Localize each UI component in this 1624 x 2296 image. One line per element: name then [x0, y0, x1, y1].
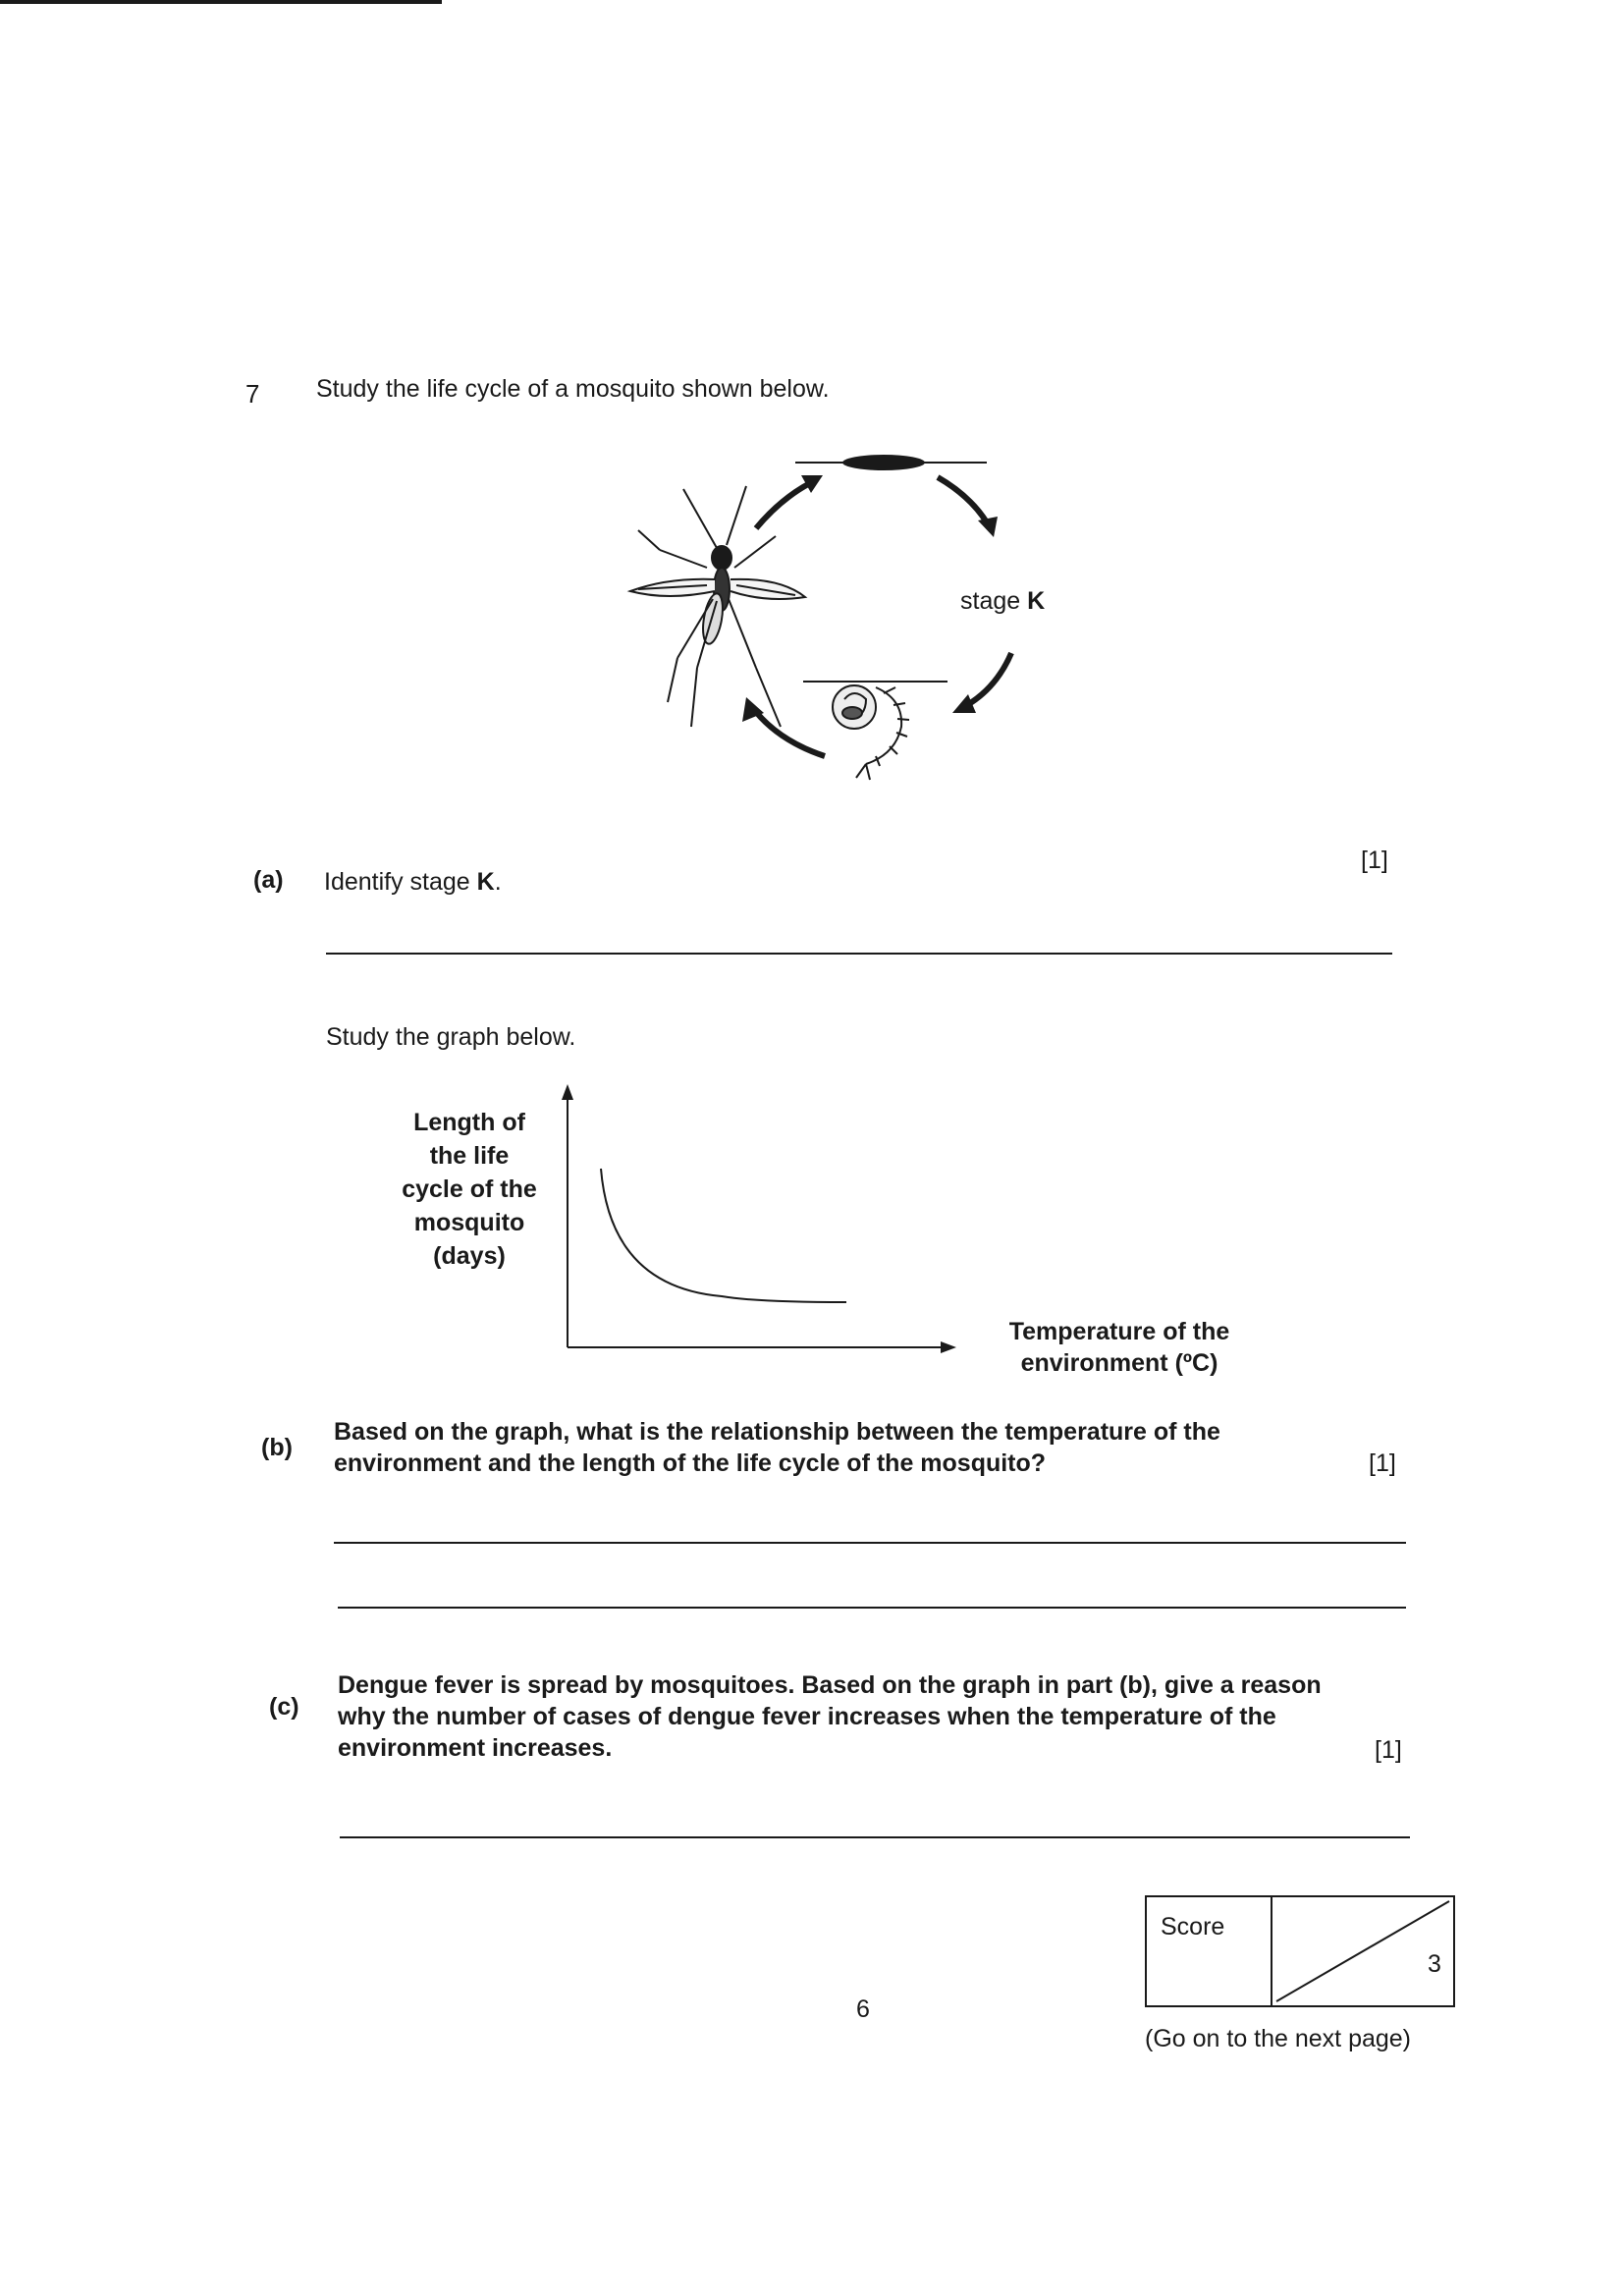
stage-word: stage — [960, 587, 1021, 615]
score-total: 3 — [1428, 1950, 1441, 1978]
arrow-larva-to-pupa — [967, 653, 1011, 705]
part-c-line-1-prefix: Dengue fever is spread by mosquitoes. Based on the graph in part — [338, 1671, 1120, 1699]
egg-raft — [842, 455, 925, 470]
part-b-answer-line-1[interactable] — [334, 1542, 1406, 1544]
score-diagonal — [1272, 1897, 1453, 2005]
question-number: 7 — [245, 379, 260, 409]
y-label-line-2: the life — [429, 1142, 510, 1170]
arrow-pupa-to-adult — [756, 712, 825, 756]
pupa — [833, 685, 876, 729]
adult-mosquito — [630, 486, 805, 727]
y-label-line-5: (days) — [433, 1242, 506, 1270]
part-c-line-1-bold: (b) — [1119, 1671, 1151, 1699]
part-b-label: (b) — [261, 1434, 293, 1461]
mosquito-life-cycle-diagram — [609, 442, 1100, 795]
arrow-egg-to-larva — [938, 477, 987, 522]
question-intro: Study the life cycle of a mosquito shown below. — [316, 375, 830, 403]
part-a-text-suffix: . — [494, 868, 502, 896]
graph-intro: Study the graph below. — [326, 1023, 576, 1051]
part-c-marks: [1] — [1375, 1736, 1402, 1764]
part-c-line-1 — [338, 1669, 1322, 1701]
part-c-question — [338, 1669, 1322, 1764]
graph-y-axis-label — [371, 1106, 568, 1273]
part-c-label: (c) — [269, 1693, 299, 1721]
arrow-adult-to-egg — [756, 483, 810, 528]
part-c-line-2: why the number of cases of dengue fever increases when the temperature of the — [338, 1703, 1276, 1730]
part-a-answer-line[interactable] — [326, 953, 1392, 955]
part-b-marks: [1] — [1369, 1449, 1396, 1477]
part-a-text-prefix: Identify stage — [324, 868, 477, 896]
y-label-line-3: cycle of the — [402, 1175, 537, 1203]
part-a-question — [324, 866, 502, 898]
stage-k-label — [960, 587, 1045, 615]
y-axis-arrowhead — [562, 1084, 573, 1100]
y-label-line-1: Length of — [413, 1109, 525, 1136]
part-a-label: (a) — [253, 866, 284, 894]
part-b-answer-line-2[interactable] — [338, 1607, 1406, 1609]
x-label-line-2: environment (ºC) — [1020, 1349, 1218, 1377]
score-label: Score — [1161, 1913, 1225, 1941]
go-on-note: (Go on to the next page) — [1145, 2025, 1412, 2052]
part-c-answer-line[interactable] — [340, 1836, 1410, 1838]
part-b-line-2: environment and the length of the life cycle of the mosquito? — [334, 1449, 1047, 1477]
x-label-line-1: Temperature of the — [1008, 1318, 1230, 1345]
scan-edge-bar — [0, 0, 442, 4]
score-box — [1145, 1895, 1455, 2007]
part-a-marks: [1] — [1361, 847, 1388, 874]
page-number: 6 — [856, 1995, 870, 2023]
life-cycle-temperature-graph — [550, 1080, 962, 1355]
y-label-line-4: mosquito — [413, 1209, 525, 1236]
stage-letter: K — [1027, 587, 1046, 615]
decreasing-curve — [601, 1169, 846, 1302]
graph-x-axis-label — [982, 1316, 1257, 1379]
part-b-question — [334, 1416, 1220, 1479]
part-a-text-letter: K — [476, 868, 495, 896]
part-c-line-1-suffix: , give a reason — [1150, 1671, 1322, 1699]
part-c-line-3: environment increases. — [338, 1734, 613, 1762]
x-axis-arrowhead — [941, 1341, 956, 1353]
part-b-line-1: Based on the graph, what is the relationship between the temperature of the — [334, 1418, 1220, 1446]
